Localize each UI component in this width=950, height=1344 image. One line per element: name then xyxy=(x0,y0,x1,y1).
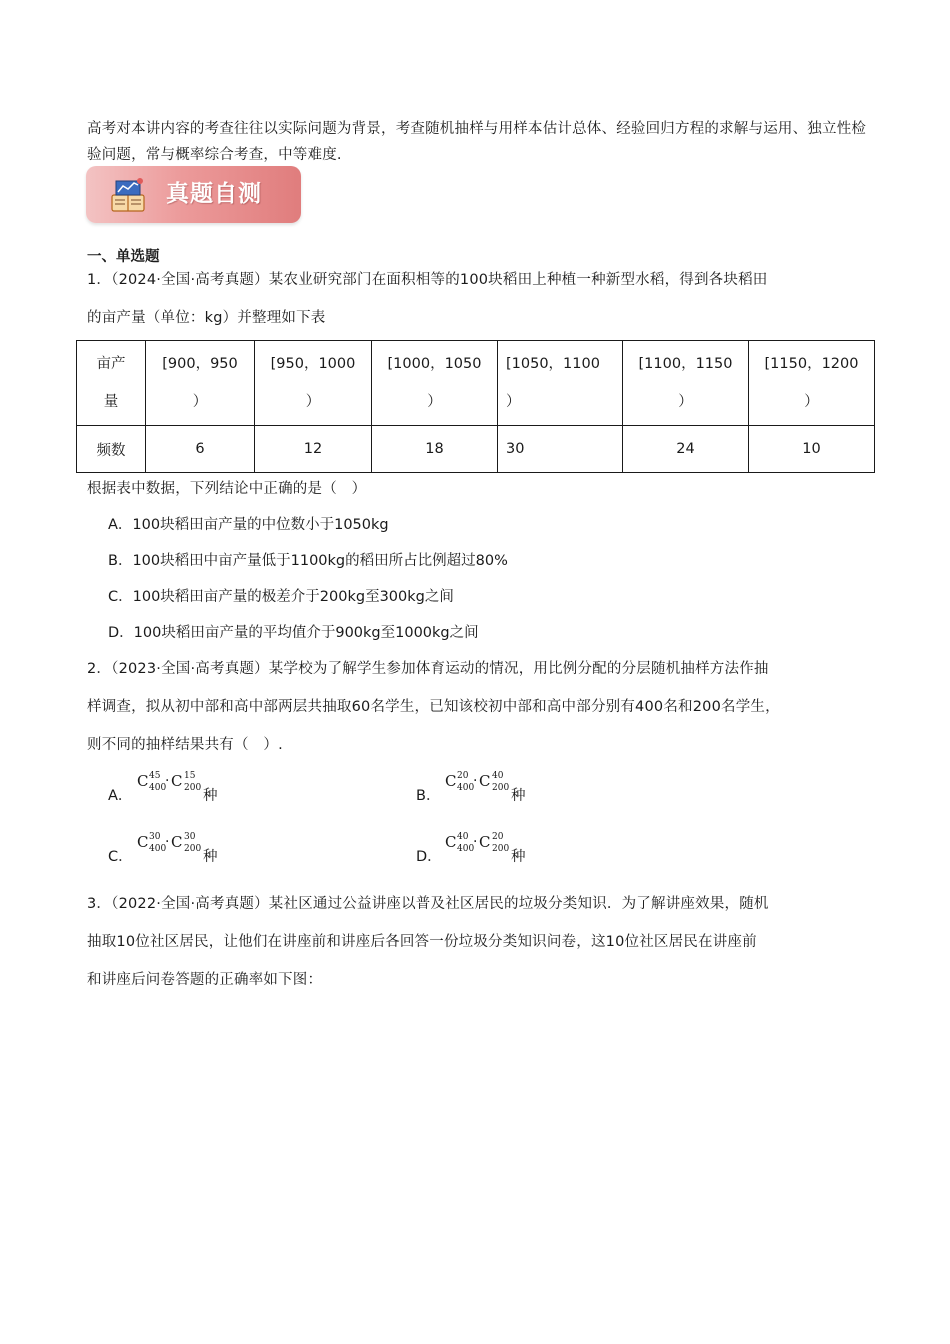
q2-line3: 则不同的抽样结果共有（ ）. xyxy=(87,737,283,753)
table-freq-cell: 12 xyxy=(255,426,372,473)
section-banner xyxy=(86,166,301,223)
q2-option-c: C． C 30 400 · C 30 200 种 xyxy=(108,832,218,865)
q1-line2: 的亩产量（单位：kg）并整理如下表 xyxy=(87,310,326,326)
section-title: 一、单选题 xyxy=(87,249,160,265)
table-freq-cell: 6 xyxy=(146,426,255,473)
q1-option-c: C．100块稻田亩产量的极差介于200kg至300kg之间 xyxy=(108,589,454,605)
q1-line1: 1．（2024·全国·高考真题）某农业研究部门在面积相等的100块稻田上种植一种新型水稻，得到各块稻田 xyxy=(87,272,768,288)
q2-option-a: A． C 45 400 · C 15 200 种 xyxy=(108,771,218,804)
q2-line2: 样调查，拟从初中部和高中部两层共抽取60名学生，已知该校初中部和高中部分别有400名和200名学生， xyxy=(87,699,780,715)
table-interval-cell: [950，1000 ） xyxy=(255,341,372,426)
q1-option-a: A．100块稻田亩产量的中位数小于1050kg xyxy=(108,517,389,533)
book-chart-icon xyxy=(108,175,148,215)
table-interval-cell: [1050，1100 ） xyxy=(498,341,623,426)
table-freq-cell: 30 xyxy=(498,426,623,473)
q1-option-b: B．100块稻田中亩产量低于1100kg的稻田所占比例超过80% xyxy=(108,553,508,569)
table-header-label: 亩产 量 xyxy=(77,341,146,426)
yield-table xyxy=(76,340,875,473)
table-freq-cell: 24 xyxy=(623,426,749,473)
table-interval-cell: [1100，1150 ） xyxy=(623,341,749,426)
table-interval-cell: [1000，1050 ） xyxy=(372,341,498,426)
table-interval-cell: [900，950 ） xyxy=(146,341,255,426)
table-freq-cell: 18 xyxy=(372,426,498,473)
q3-line2: 抽取10位社区居民，让他们在讲座前和讲座后各回答一份垃圾分类知识问卷，这10位社区居民在讲座前 xyxy=(87,934,757,950)
q2-option-d: D． C 40 400 · C 20 200 种 xyxy=(416,832,526,865)
q2-line1: 2．（2023·全国·高考真题）某学校为了解学生参加体育运动的情况，用比例分配的分层随机抽样方法作抽 xyxy=(87,661,769,677)
q3-line1: 3．（2022·全国·高考真题）某社区通过公益讲座以普及社区居民的垃圾分类知识．为了解讲座效果，随机 xyxy=(87,896,769,912)
table-interval-cell: [1150，1200 ） xyxy=(749,341,875,426)
banner-title: 真题自测 xyxy=(166,181,262,207)
table-freq-cell: 10 xyxy=(749,426,875,473)
q1-stem: 根据表中数据，下列结论中正确的是（ ） xyxy=(87,481,367,497)
intro-paragraph: 高考对本讲内容的考查往往以实际问题为背景，考查随机抽样与用样本估计总体、经验回归方程的求解与运用、独立性检验问题，常与概率综合考查，中等难度. xyxy=(87,121,867,163)
q2-option-b: B． C 20 400 · C 40 200 种 xyxy=(416,771,526,804)
q1-option-d: D．100块稻田亩产量的平均值介于900kg至1000kg之间 xyxy=(108,625,479,641)
q3-line3: 和讲座后问卷答题的正确率如下图： xyxy=(87,972,323,988)
table-freq-label: 频数 xyxy=(77,426,146,473)
